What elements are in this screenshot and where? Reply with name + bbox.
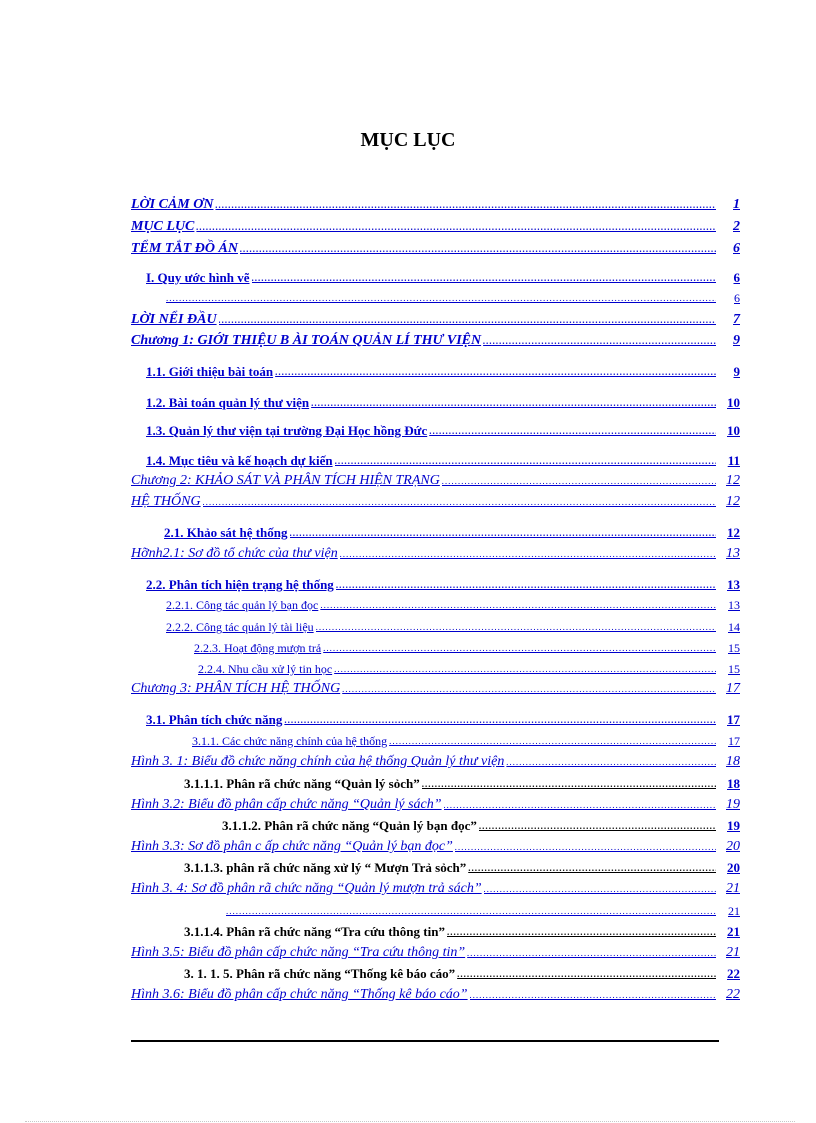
toc-entry[interactable] xyxy=(131,239,740,257)
toc-entry[interactable] xyxy=(131,985,740,1003)
toc-entry-title: Hình 3.6: Biểu đồ phân cấp chức năng “Thống kê báo cáo” xyxy=(131,987,468,1002)
toc-dot-leader xyxy=(467,949,716,961)
toc-entry-title: Chương 2: KHẢO SÁT VÀ PHÂN TÍCH HIỆN TRẠNG xyxy=(131,473,440,488)
toc-dot-leader xyxy=(455,843,716,855)
toc-entry-title: 2.1. Khảo sát hệ thống xyxy=(164,525,288,540)
toc-page-number: 17 xyxy=(726,681,740,696)
toc-dot-leader xyxy=(323,644,716,656)
toc-entry-title: Hình 3.2: Biểu đồ phân cấp chức năng “Quản lý sách” xyxy=(131,797,442,812)
toc-entry-title: Hình 3.5: Biểu đồ phân cấp chức năng “Tra cứu thông tin” xyxy=(131,945,466,960)
toc-entry[interactable] xyxy=(131,837,740,855)
toc-entry[interactable] xyxy=(184,922,740,940)
toc-dot-leader xyxy=(442,477,716,489)
toc-entry[interactable] xyxy=(131,752,740,770)
toc-entry[interactable] xyxy=(131,331,740,349)
toc-page-number: 15 xyxy=(728,641,740,655)
toc-entry-title: 3.1. Phân tích chức năng xyxy=(146,712,283,727)
toc-page-number: 21 xyxy=(726,945,740,960)
toc-entry[interactable] xyxy=(184,858,740,876)
toc-entry-title: Chương 1: GIỚI THIỆU B ÀI TOÁN QUẢN LÍ THƯ VIỆN xyxy=(131,333,482,348)
toc-entry[interactable] xyxy=(146,451,740,469)
toc-page-number: 6 xyxy=(733,270,740,285)
toc-entry-title: 2.2.2. Công tác quản lý tài liệu xyxy=(166,620,314,634)
toc-entry-title: Hình 3.3: Sơ đồ phân c ấp chức năng “Quản lý bạn đọc” xyxy=(131,839,453,854)
toc-dot-leader xyxy=(342,685,716,697)
toc-dot-leader xyxy=(483,337,716,349)
toc-entry[interactable] xyxy=(146,362,740,380)
toc-dot-leader xyxy=(470,991,716,1003)
toc-entry[interactable] xyxy=(166,595,740,613)
toc-entry[interactable] xyxy=(146,710,740,728)
toc-dot-leader xyxy=(468,864,716,876)
toc-entry[interactable] xyxy=(131,943,740,961)
toc-entry[interactable] xyxy=(146,421,740,439)
toc-entry[interactable] xyxy=(192,731,740,749)
toc-dot-leader xyxy=(203,498,716,510)
toc-page-number: 13 xyxy=(727,577,740,592)
toc-entry-title: LỜI NỂI ĐẦU xyxy=(131,312,217,327)
toc-entry-title: 1.1. Giới thiệu bài toán xyxy=(146,364,274,379)
toc-entry-title: Hỡnh2.1: Sơ đồ tổ chức của thư viện xyxy=(131,546,338,561)
toc-entry-title: I. Quy ước hình vẽ xyxy=(146,270,250,285)
toc-entry-title: MỤC LỤC xyxy=(131,219,195,234)
toc-dot-leader xyxy=(334,665,716,677)
toc-entry[interactable] xyxy=(131,544,740,562)
toc-entry-title: TỂM TẮT ĐỒ ÁN xyxy=(131,241,238,256)
toc-dot-leader xyxy=(335,457,716,469)
toc-dot-leader xyxy=(479,822,716,834)
toc-page-number: 9 xyxy=(733,333,740,348)
toc-entry[interactable] xyxy=(131,195,740,213)
toc-dot-leader xyxy=(340,550,716,562)
toc-page-number: 19 xyxy=(727,818,740,833)
toc-entry-title: 3.1.1.3. phân rã chức năng xử lý “ Mượn Trả sỏch” xyxy=(184,860,467,875)
toc-page-number: 6 xyxy=(733,241,740,256)
toc-page-number: 6 xyxy=(734,291,740,305)
toc-entry[interactable] xyxy=(166,617,740,635)
toc-page-number: 17 xyxy=(728,734,740,748)
toc-entry[interactable] xyxy=(131,217,740,235)
toc-dot-leader xyxy=(389,737,716,749)
toc-entry-title: 3. 1. 1. 5. Phân rã chức năng “Thống kê báo cáo” xyxy=(184,966,456,981)
toc-page-number: 22 xyxy=(726,987,740,1002)
toc-entry-title: 2.2.4. Nhu cầu xử lý tin học xyxy=(198,662,333,676)
toc-entry-title: 1.3. Quản lý thư viện tại trường Đại Học hồng Đức xyxy=(146,423,428,438)
toc-page-number: 15 xyxy=(728,662,740,676)
toc-entry-title: 3.1.1. Các chức năng chính của hệ thống xyxy=(192,734,388,748)
toc-entry-title: LỜI CẢM ƠN xyxy=(131,197,214,212)
toc-page-number: 21 xyxy=(728,904,740,918)
toc-dot-leader xyxy=(252,274,717,286)
page-title: MỤC LỤC xyxy=(360,129,456,151)
toc-entry[interactable] xyxy=(222,816,740,834)
toc-entry[interactable] xyxy=(131,795,740,813)
toc-entry[interactable] xyxy=(131,471,740,489)
toc-page-number: 10 xyxy=(727,395,740,410)
toc-dot-leader xyxy=(275,368,716,380)
toc-page-number: 12 xyxy=(726,494,740,509)
toc-dot-leader xyxy=(336,581,716,593)
toc-page-number: 22 xyxy=(727,966,740,981)
toc-dot-leader xyxy=(457,970,716,982)
toc-entry-title: 1.2. Bài toán quản lý thư viện xyxy=(146,395,310,410)
toc-entry-title: 3.1.1.4. Phân rã chức năng “Tra cứu thông tin” xyxy=(184,924,445,939)
toc-dot-leader xyxy=(429,427,716,439)
toc-entry-title: Chương 3: PHÂN TÍCH HỆ THỐNG xyxy=(131,681,341,696)
toc-dot-leader xyxy=(444,801,716,813)
toc-entry[interactable] xyxy=(131,879,740,897)
toc-entry[interactable] xyxy=(146,393,740,411)
toc-dot-leader xyxy=(311,399,716,411)
toc-entry[interactable] xyxy=(198,659,740,677)
toc-page-number: 10 xyxy=(727,423,740,438)
bottom-divider xyxy=(131,1040,719,1042)
toc-page-number: 18 xyxy=(726,754,740,769)
toc-page-number: 19 xyxy=(726,797,740,812)
toc-page-number: 21 xyxy=(727,924,740,939)
toc-dot-leader xyxy=(422,780,716,792)
toc-dot-leader xyxy=(219,316,716,328)
toc-entry-title: 3.1.1.1. Phân rã chức năng “Quản lý sỏch” xyxy=(184,776,420,791)
toc-dot-leader xyxy=(447,928,716,940)
toc-entry-title: Hình 3. 4: Sơ đồ phân rã chức năng “Quản lý mượn trả sách” xyxy=(131,881,482,896)
toc-dot-leader xyxy=(290,529,716,541)
toc-page-number: 1 xyxy=(733,197,740,212)
toc-entry[interactable] xyxy=(164,523,740,541)
toc-entry[interactable] xyxy=(184,774,740,792)
toc-entry[interactable] xyxy=(131,310,740,328)
toc-entry[interactable] xyxy=(146,268,740,286)
toc-page-number: 21 xyxy=(726,881,740,896)
toc-dot-leader xyxy=(316,623,716,635)
toc-dot-leader xyxy=(240,245,716,257)
toc-dot-leader xyxy=(506,758,716,770)
toc-entry[interactable] xyxy=(224,901,740,919)
toc-dot-leader xyxy=(226,907,716,919)
toc-entry[interactable] xyxy=(184,964,740,982)
toc-entry[interactable] xyxy=(194,638,740,656)
toc-dot-leader xyxy=(215,201,716,213)
toc-dot-leader xyxy=(284,716,716,728)
toc-entry-title: 3.1.1.2. Phân rã chức năng “Quản lý bạn đọc” xyxy=(222,818,477,833)
toc-dot-leader xyxy=(196,223,716,235)
toc-entry[interactable] xyxy=(164,288,740,306)
toc-page-number: 18 xyxy=(727,776,740,791)
page-edge-divider xyxy=(25,1121,795,1122)
toc-page-number: 12 xyxy=(727,525,740,540)
toc-page-number: 9 xyxy=(733,364,740,379)
toc-page-number: 20 xyxy=(726,839,740,854)
toc-dot-leader xyxy=(166,294,716,306)
toc-entry-title: 2.2.3. Hoạt động mượn trả xyxy=(194,641,322,655)
toc-entry[interactable] xyxy=(146,575,740,593)
toc-entry-title: 2.2. Phân tích hiện trạng hệ thống xyxy=(146,577,334,592)
toc-page-number: 13 xyxy=(728,598,740,612)
toc-page-number: 2 xyxy=(733,219,740,234)
toc-entry-title: Hình 3. 1: Biểu đồ chức năng chính của hệ thống Quản lý thư viện xyxy=(131,754,505,769)
toc-page-number: 13 xyxy=(726,546,740,561)
toc-page-number: 20 xyxy=(727,860,740,875)
toc-page-number: 14 xyxy=(728,620,740,634)
toc-entry-title: 1.4. Mục tiêu và kế hoạch dự kiến xyxy=(146,453,333,468)
toc-entry-title: HỆ THỐNG xyxy=(131,494,201,509)
toc-dot-leader xyxy=(484,885,716,897)
toc-page-number: 17 xyxy=(727,712,740,727)
toc-entry-title: 2.2.1. Công tác quản lý bạn đọc xyxy=(166,598,319,612)
toc-page-number: 7 xyxy=(733,312,740,327)
toc-page-number: 12 xyxy=(726,473,740,488)
toc-entry[interactable] xyxy=(131,679,740,697)
toc-entry[interactable] xyxy=(131,492,740,510)
toc-page-number: 11 xyxy=(727,453,740,468)
toc-dot-leader xyxy=(320,601,716,613)
